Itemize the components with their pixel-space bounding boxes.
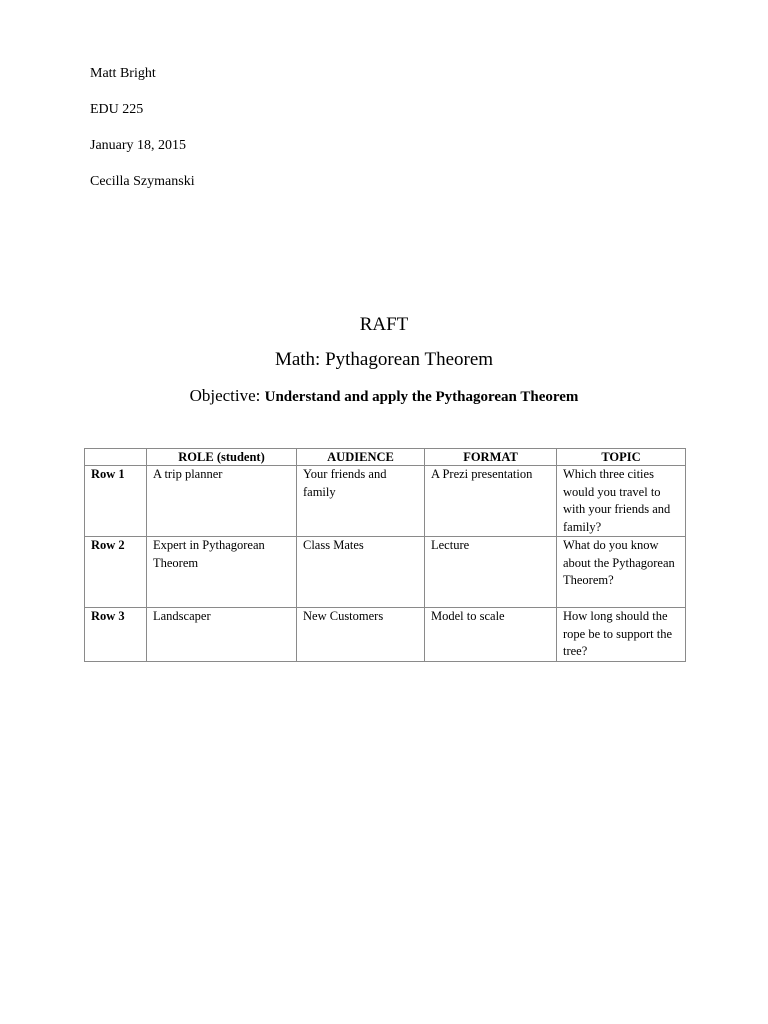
row-label: Row 3 <box>85 608 147 662</box>
role-cell: A trip planner <box>147 466 297 537</box>
role-cell: Landscaper <box>147 608 297 662</box>
format-cell: Model to scale <box>425 608 557 662</box>
column-header-audience: AUDIENCE <box>297 449 425 466</box>
date: January 18, 2015 <box>90 138 187 153</box>
audience-cell: Your friends and family <box>297 466 425 537</box>
format-cell: Lecture <box>425 537 557 608</box>
table-header-row <box>85 449 686 466</box>
raft-table <box>84 448 686 662</box>
topic-cell: What do you know about the Pythagorean Theorem? <box>557 537 686 608</box>
role-cell: Expert in Pythagorean Theorem <box>147 537 297 608</box>
topic-cell: Which three cities would you travel to with your friends and family? <box>557 466 686 537</box>
objective-text: Understand and apply the Pythagorean Theorem <box>264 389 579 405</box>
audience-cell: New Customers <box>297 608 425 662</box>
document-subject: Math: Pythagorean Theorem <box>274 349 494 370</box>
table-row <box>85 537 686 608</box>
teacher-name: Cecilla Szymanski <box>90 174 195 189</box>
document-title: RAFT <box>359 314 409 335</box>
objective-label: Objective: <box>189 386 261 405</box>
row-label: Row 2 <box>85 537 147 608</box>
course-code: EDU 225 <box>90 102 144 117</box>
topic-cell: How long should the rope be to support the tree? <box>557 608 686 662</box>
column-header-role: ROLE (student) <box>147 449 297 466</box>
audience-cell: Class Mates <box>297 537 425 608</box>
objective <box>0 385 768 408</box>
column-header-topic: TOPIC <box>557 449 686 466</box>
format-cell: A Prezi presentation <box>425 466 557 537</box>
column-header-blank <box>85 449 147 466</box>
table-row <box>85 608 686 662</box>
table-row <box>85 466 686 537</box>
column-header-format: FORMAT <box>425 449 557 466</box>
row-label: Row 1 <box>85 466 147 537</box>
student-name: Matt Bright <box>90 66 156 81</box>
